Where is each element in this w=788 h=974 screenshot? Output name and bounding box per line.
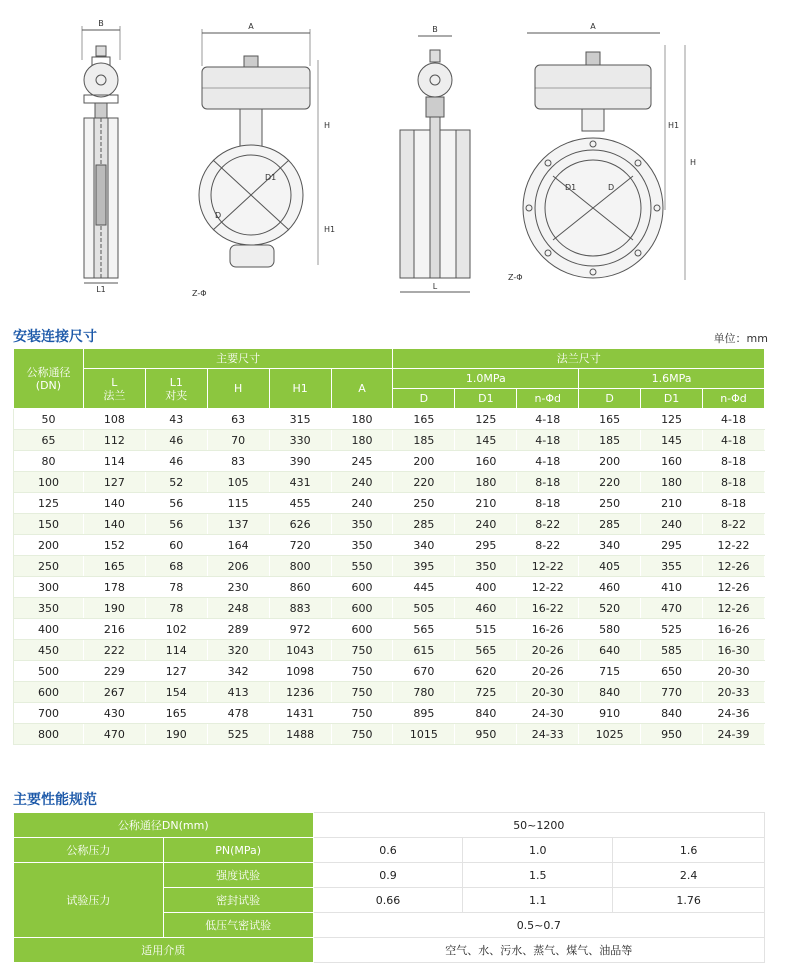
table-row: [14, 598, 765, 619]
label-L: L: [432, 282, 438, 291]
table-cell: 24-33: [517, 724, 579, 745]
table-cell: 470: [83, 724, 145, 745]
header-A: A: [331, 369, 393, 409]
table-cell: 100: [14, 472, 84, 493]
table-cell: 68: [145, 556, 207, 577]
table-row: [14, 661, 765, 682]
table-cell: 150: [14, 514, 84, 535]
table-cell: 350: [331, 535, 393, 556]
table-row: [14, 703, 765, 724]
table-cell: 20-30: [703, 661, 765, 682]
table-cell: 700: [14, 703, 84, 724]
table-cell: 320: [207, 640, 269, 661]
table-cell: 267: [83, 682, 145, 703]
pn-value: 1.0: [463, 838, 613, 863]
table-cell: 185: [393, 430, 455, 451]
header-nd-10: n-Φd: [517, 389, 579, 409]
performance-table: [13, 812, 765, 963]
table-cell: 285: [579, 514, 641, 535]
table-cell: 4-18: [517, 451, 579, 472]
table-cell: 12-26: [703, 598, 765, 619]
table-cell: 250: [14, 556, 84, 577]
table-cell: 24-36: [703, 703, 765, 724]
label-D1-1: D1: [265, 173, 277, 182]
table-cell: 165: [393, 409, 455, 430]
table-cell: 190: [83, 598, 145, 619]
table-cell: 125: [455, 409, 517, 430]
table-cell: 180: [331, 409, 393, 430]
valve-drawings-svg: [0, 0, 788, 310]
table-cell: 12-26: [703, 556, 765, 577]
header-1.6mpa: 1.6MPa: [579, 369, 765, 389]
table-row: [14, 514, 765, 535]
table-cell: 127: [145, 661, 207, 682]
table-cell: 340: [579, 535, 641, 556]
table-cell: 1098: [269, 661, 331, 682]
table-cell: 240: [641, 514, 703, 535]
table-cell: 400: [14, 619, 84, 640]
table-cell: 626: [269, 514, 331, 535]
header-flange: 法兰尺寸: [393, 349, 765, 369]
table-cell: 240: [455, 514, 517, 535]
perf-title: 主要性能规范: [13, 792, 97, 808]
table-cell: 910: [579, 703, 641, 724]
table-cell: 115: [207, 493, 269, 514]
table-cell: 125: [14, 493, 84, 514]
table-cell: 8-18: [703, 493, 765, 514]
table-cell: 450: [14, 640, 84, 661]
table-cell: 340: [393, 535, 455, 556]
table-cell: 615: [393, 640, 455, 661]
table-cell: 950: [455, 724, 517, 745]
header-1.0mpa: 1.0MPa: [393, 369, 579, 389]
table-cell: 222: [83, 640, 145, 661]
table-cell: 770: [641, 682, 703, 703]
table-cell: 4-18: [517, 430, 579, 451]
table-cell: 750: [331, 661, 393, 682]
header-L: L 法兰: [83, 369, 145, 409]
label-L1: L1: [96, 285, 106, 294]
table-cell: 8-22: [517, 535, 579, 556]
table-cell: 1431: [269, 703, 331, 724]
table-cell: 8-18: [517, 472, 579, 493]
table-cell: 460: [579, 577, 641, 598]
table-cell: 285: [393, 514, 455, 535]
table-cell: 1236: [269, 682, 331, 703]
table-cell: 350: [331, 514, 393, 535]
seal-value: 0.66: [313, 888, 463, 913]
table-cell: 750: [331, 640, 393, 661]
table-cell: 165: [579, 409, 641, 430]
lowp-label: 低压气密试验: [163, 913, 313, 938]
technical-drawings: [0, 0, 788, 310]
header-D1-10: D1: [455, 389, 517, 409]
table-cell: 460: [455, 598, 517, 619]
table-row: [14, 556, 765, 577]
table-row: [14, 493, 765, 514]
header-D-10: D: [393, 389, 455, 409]
table-cell: 895: [393, 703, 455, 724]
label-zphi-2: Z-Φ: [508, 273, 523, 282]
table-cell: 152: [83, 535, 145, 556]
table-cell: 220: [579, 472, 641, 493]
wafer-side-view: [82, 19, 120, 294]
table-cell: 160: [455, 451, 517, 472]
table-cell: 300: [14, 577, 84, 598]
table-cell: 410: [641, 577, 703, 598]
table-cell: 478: [207, 703, 269, 724]
table-cell: 180: [641, 472, 703, 493]
label-H-1: H: [324, 121, 331, 130]
table-cell: 12-26: [703, 577, 765, 598]
table-row: [14, 430, 765, 451]
table-cell: 24-30: [517, 703, 579, 724]
table-cell: 50: [14, 409, 84, 430]
unit-label: 单位：mm: [713, 332, 768, 345]
label-D-2: D: [608, 183, 615, 192]
table-cell: 16-22: [517, 598, 579, 619]
table-cell: 525: [641, 619, 703, 640]
table-cell: 200: [579, 451, 641, 472]
label-H-2: H: [690, 158, 697, 167]
table-cell: 160: [641, 451, 703, 472]
table-cell: 600: [331, 619, 393, 640]
table-cell: 840: [641, 703, 703, 724]
table-cell: 1043: [269, 640, 331, 661]
table-cell: 216: [83, 619, 145, 640]
table-cell: 80: [14, 451, 84, 472]
table-cell: 16-26: [517, 619, 579, 640]
table-row: [14, 724, 765, 745]
label-A-2: A: [590, 22, 596, 31]
table-cell: 245: [331, 451, 393, 472]
table-cell: 56: [145, 514, 207, 535]
table-cell: 4-18: [517, 409, 579, 430]
table-cell: 330: [269, 430, 331, 451]
strength-value: 1.5: [463, 863, 613, 888]
table-cell: 78: [145, 598, 207, 619]
header-L1: L1 对夹: [145, 369, 207, 409]
table-cell: 580: [579, 619, 641, 640]
label-D1-2: D1: [565, 183, 577, 192]
table-cell: 240: [331, 493, 393, 514]
table-cell: 860: [269, 577, 331, 598]
table-cell: 102: [145, 619, 207, 640]
table-cell: 20-30: [517, 682, 579, 703]
table-cell: 145: [641, 430, 703, 451]
table-cell: 112: [83, 430, 145, 451]
table-cell: 1015: [393, 724, 455, 745]
pn-group: 公称压力: [14, 838, 164, 863]
table-cell: 178: [83, 577, 145, 598]
table-cell: 250: [393, 493, 455, 514]
table-cell: 950: [641, 724, 703, 745]
strength-value: 2.4: [613, 863, 765, 888]
dn-value: 50~1200: [313, 813, 764, 838]
table-cell: 725: [455, 682, 517, 703]
table-cell: 16-30: [703, 640, 765, 661]
header-main: 主要尺寸: [83, 349, 393, 369]
table-cell: 8-18: [517, 493, 579, 514]
table-cell: 800: [269, 556, 331, 577]
table-cell: 413: [207, 682, 269, 703]
table-cell: 4-18: [703, 430, 765, 451]
table-cell: 355: [641, 556, 703, 577]
medium-label: 适用介质: [14, 938, 314, 963]
strength-value: 0.9: [313, 863, 463, 888]
label-zphi-1: Z-Φ: [192, 289, 207, 298]
table-cell: 600: [331, 577, 393, 598]
table-cell: 229: [83, 661, 145, 682]
table-cell: 400: [455, 577, 517, 598]
table-cell: 800: [14, 724, 84, 745]
table-cell: 114: [83, 451, 145, 472]
table-cell: 585: [641, 640, 703, 661]
table-cell: 108: [83, 409, 145, 430]
flanged-front-view: [508, 22, 696, 282]
table-cell: 470: [641, 598, 703, 619]
table-cell: 430: [83, 703, 145, 724]
table-cell: 431: [269, 472, 331, 493]
dimensions-table: [13, 348, 765, 745]
table-cell: 8-18: [703, 472, 765, 493]
table-cell: 505: [393, 598, 455, 619]
header-nd-16: n-Φd: [703, 389, 765, 409]
table-cell: 520: [579, 598, 641, 619]
label-A-1: A: [248, 22, 254, 31]
table-cell: 220: [393, 472, 455, 493]
table-cell: 720: [269, 535, 331, 556]
table-cell: 164: [207, 535, 269, 556]
table-cell: 114: [145, 640, 207, 661]
table-cell: 565: [393, 619, 455, 640]
table-cell: 620: [455, 661, 517, 682]
seal-value: 1.76: [613, 888, 765, 913]
dn-label: 公称通径DN(mm): [14, 813, 314, 838]
label-B-2: B: [432, 25, 438, 34]
table-cell: 1025: [579, 724, 641, 745]
label-B-1: B: [98, 19, 104, 28]
table-cell: 127: [83, 472, 145, 493]
flanged-side-view: [400, 25, 470, 292]
table-cell: 210: [455, 493, 517, 514]
table-cell: 750: [331, 682, 393, 703]
medium-value: 空气、水、污水、蒸气、煤气、油品等: [313, 938, 764, 963]
table-cell: 4-18: [703, 409, 765, 430]
table-cell: 8-18: [703, 451, 765, 472]
table-cell: 78: [145, 577, 207, 598]
table-cell: 63: [207, 409, 269, 430]
table-row: [14, 535, 765, 556]
table-cell: 250: [579, 493, 641, 514]
table-cell: 600: [331, 598, 393, 619]
table-row: [14, 619, 765, 640]
table-cell: 390: [269, 451, 331, 472]
table-cell: 140: [83, 514, 145, 535]
table-row: [14, 577, 765, 598]
table-cell: 125: [641, 409, 703, 430]
seal-value: 1.1: [463, 888, 613, 913]
header-D-16: D: [579, 389, 641, 409]
table-cell: 500: [14, 661, 84, 682]
table-cell: 52: [145, 472, 207, 493]
table-cell: 180: [455, 472, 517, 493]
header-H1: H1: [269, 369, 331, 409]
table-cell: 295: [641, 535, 703, 556]
header-D1-16: D1: [641, 389, 703, 409]
table-cell: 185: [579, 430, 641, 451]
wafer-front-view: [192, 22, 335, 298]
table-cell: 525: [207, 724, 269, 745]
table-cell: 350: [455, 556, 517, 577]
table-row: [14, 409, 765, 430]
table-cell: 342: [207, 661, 269, 682]
table-cell: 20-26: [517, 640, 579, 661]
table-cell: 972: [269, 619, 331, 640]
label-H1-1: H1: [324, 225, 336, 234]
table-cell: 405: [579, 556, 641, 577]
table-cell: 46: [145, 430, 207, 451]
table-cell: 20-26: [517, 661, 579, 682]
table-cell: 650: [641, 661, 703, 682]
label-D-1: D: [215, 211, 222, 220]
lowp-value: 0.5~0.7: [313, 913, 764, 938]
table-cell: 56: [145, 493, 207, 514]
table-cell: 455: [269, 493, 331, 514]
table-cell: 65: [14, 430, 84, 451]
label-H1-2: H1: [668, 121, 680, 130]
seal-label: 密封试验: [163, 888, 313, 913]
table-cell: 12-22: [703, 535, 765, 556]
test-group: 试验压力: [14, 863, 164, 938]
table-cell: 350: [14, 598, 84, 619]
table-cell: 190: [145, 724, 207, 745]
table-cell: 200: [14, 535, 84, 556]
table-cell: 60: [145, 535, 207, 556]
table-cell: 46: [145, 451, 207, 472]
table-cell: 248: [207, 598, 269, 619]
table-cell: 715: [579, 661, 641, 682]
table-cell: 165: [83, 556, 145, 577]
table-cell: 43: [145, 409, 207, 430]
table-cell: 395: [393, 556, 455, 577]
table-cell: 295: [455, 535, 517, 556]
header-dn: 公称通径 (DN): [14, 349, 84, 409]
table-cell: 600: [14, 682, 84, 703]
table-cell: 145: [455, 430, 517, 451]
header-H: H: [207, 369, 269, 409]
table-cell: 445: [393, 577, 455, 598]
table-cell: 70: [207, 430, 269, 451]
table-cell: 180: [331, 430, 393, 451]
table-cell: 105: [207, 472, 269, 493]
table-cell: 1488: [269, 724, 331, 745]
pn-value: 0.6: [313, 838, 463, 863]
table-row: [14, 451, 765, 472]
table-cell: 12-22: [517, 577, 579, 598]
table-cell: 750: [331, 703, 393, 724]
table-cell: 750: [331, 724, 393, 745]
table-cell: 20-33: [703, 682, 765, 703]
pn-label: PN(MPa): [163, 838, 313, 863]
strength-label: 强度试验: [163, 863, 313, 888]
table-cell: 640: [579, 640, 641, 661]
table-cell: 289: [207, 619, 269, 640]
table-cell: 565: [455, 640, 517, 661]
table-row: [14, 682, 765, 703]
table-cell: 883: [269, 598, 331, 619]
table-cell: 315: [269, 409, 331, 430]
table-cell: 8-22: [703, 514, 765, 535]
table-cell: 8-22: [517, 514, 579, 535]
table-cell: 240: [331, 472, 393, 493]
table-cell: 16-26: [703, 619, 765, 640]
pn-value: 1.6: [613, 838, 765, 863]
table-cell: 140: [83, 493, 145, 514]
table-cell: 83: [207, 451, 269, 472]
table-cell: 670: [393, 661, 455, 682]
table-cell: 137: [207, 514, 269, 535]
table-cell: 515: [455, 619, 517, 640]
table-row: [14, 640, 765, 661]
table-cell: 200: [393, 451, 455, 472]
table-cell: 210: [641, 493, 703, 514]
table-cell: 206: [207, 556, 269, 577]
table-cell: 780: [393, 682, 455, 703]
table-cell: 840: [455, 703, 517, 724]
table-cell: 165: [145, 703, 207, 724]
dims-title: 安装连接尺寸: [13, 329, 97, 345]
table-cell: 154: [145, 682, 207, 703]
table-cell: 550: [331, 556, 393, 577]
table-row: [14, 472, 765, 493]
table-cell: 24-39: [703, 724, 765, 745]
table-cell: 840: [579, 682, 641, 703]
table-cell: 12-22: [517, 556, 579, 577]
table-cell: 230: [207, 577, 269, 598]
